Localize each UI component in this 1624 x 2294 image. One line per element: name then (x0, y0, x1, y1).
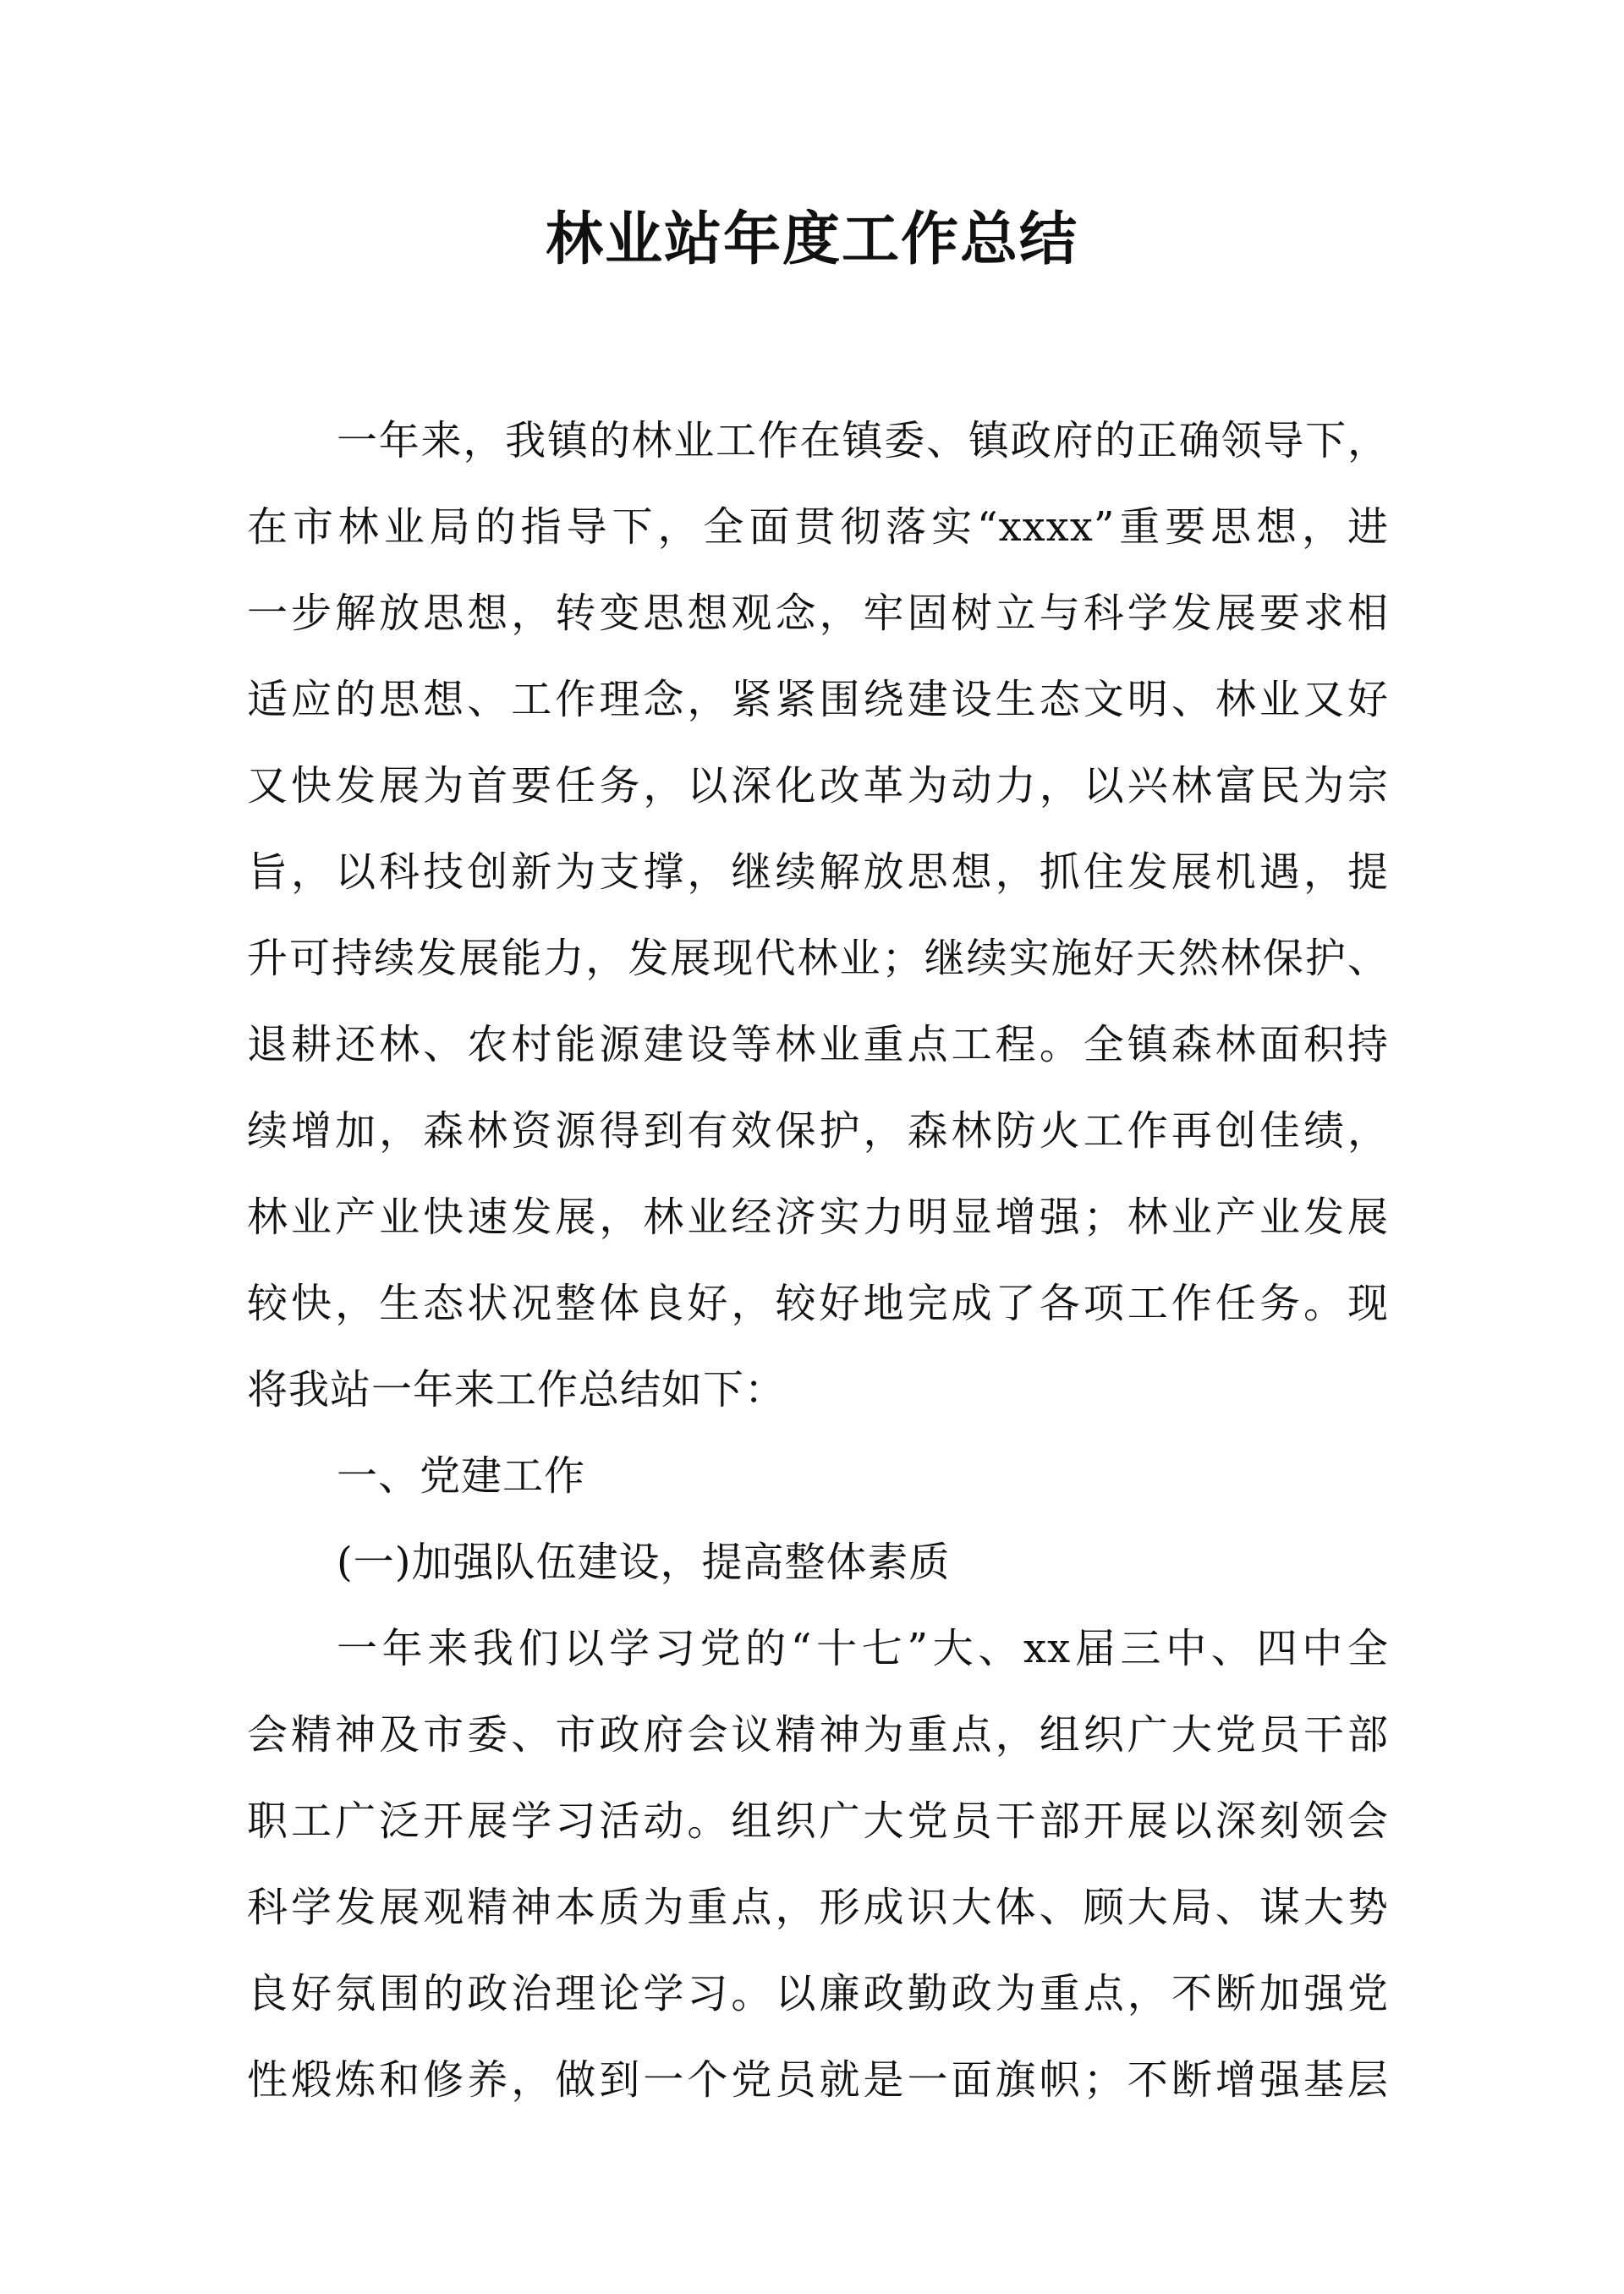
paragraph-line: 会精神及市委、市政府会议精神为重点，组织广大党员干部 (247, 1711, 1389, 1759)
paragraph-line: 一年来我们以学习党的“十七”大、xx届三中、四中全 (337, 1625, 1389, 1672)
section-heading: 一、党建工作 (337, 1452, 586, 1500)
paragraph-line: 林业产业快速发展，林业经济实力明显增强；林业产业发展 (247, 1194, 1389, 1241)
document-title: 林业站年度工作总结 (545, 206, 1078, 273)
paragraph-line: 又快发展为首要任务，以深化改革为动力，以兴林富民为宗 (247, 762, 1389, 809)
paragraph-line: 一步解放思想，转变思想观念，牢固树立与科学发展要求相 (247, 590, 1389, 637)
paragraph-line: 适应的思想、工作理念，紧紧围绕建设生态文明、林业又好 (247, 676, 1389, 723)
paragraph-line: 职工广泛开展学习活动。组织广大党员干部开展以深刻领会 (247, 1797, 1389, 1845)
paragraph-line: 较快，生态状况整体良好，较好地完成了各项工作任务。现 (247, 1280, 1389, 1327)
paragraph-line: 升可持续发展能力，发展现代林业；继续实施好天然林保护、 (247, 935, 1389, 982)
paragraph-line: 一年来，我镇的林业工作在镇委、镇政府的正确领导下， (337, 417, 1389, 464)
paragraph-line: 退耕还林、农村能源建设等林业重点工程。全镇森林面积持 (247, 1021, 1389, 1068)
paragraph-line: 科学发展观精神本质为重点，形成识大体、顾大局、谋大势 (247, 1884, 1389, 1931)
paragraph-line: 性煅炼和修养，做到一个党员就是一面旗帜；不断增强基层 (247, 2056, 1389, 2104)
paragraph-line: 将我站一年来工作总结如下： (247, 1366, 787, 1413)
subsection-heading: (一)加强队伍建设，提高整体素质 (337, 1539, 951, 1586)
paragraph-line: 续增加，森林资源得到有效保护，森林防火工作再创佳绩， (247, 1107, 1389, 1155)
paragraph-line: 旨，以科技创新为支撑，继续解放思想，抓住发展机遇，提 (247, 848, 1389, 896)
paragraph-line: 在市林业局的指导下，全面贯彻落实“xxxx”重要思想，进 (247, 503, 1389, 551)
paragraph-line: 良好氛围的政治理论学习。以廉政勤政为重点，不断加强党 (247, 1970, 1389, 2017)
